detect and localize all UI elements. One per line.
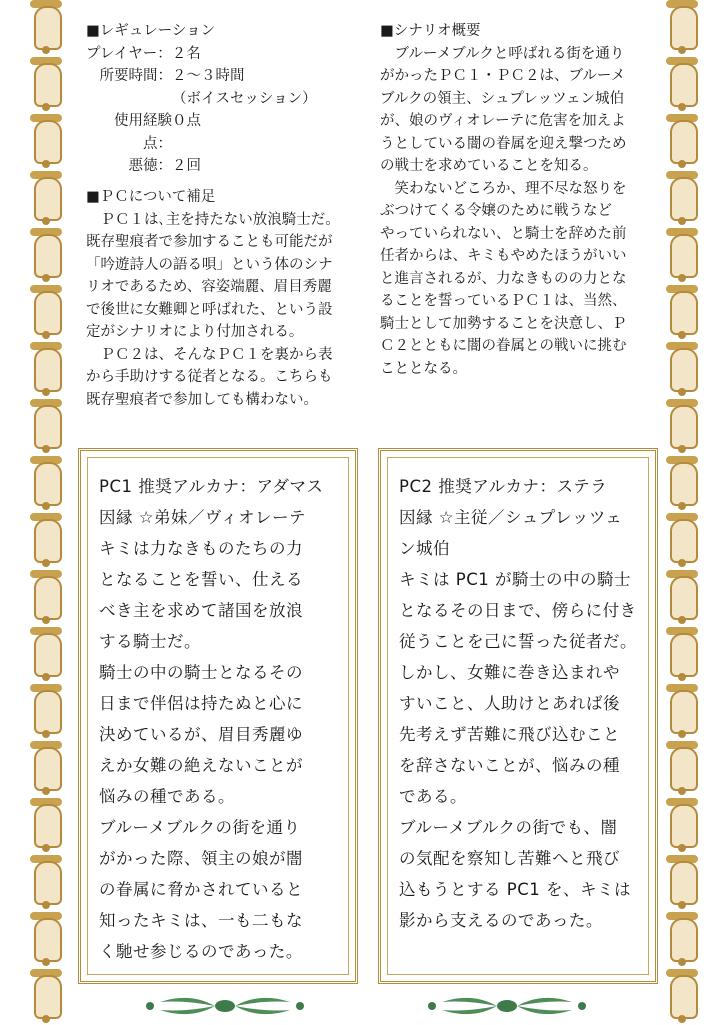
pc1-line: キミは力なきものたちの力 [99,539,303,558]
synopsis-line: Ｃ２とともに闇の眷属との戦いに挑む [380,338,627,354]
scroll-ornament-icon [22,57,70,113]
regulation-label: プレイヤー： [86,45,172,62]
synopsis-line: うとしている闇の眷属を迎え撃つため [380,135,627,152]
synopsis-line: ることを誓っているＰＣ１は、当然、 [380,293,627,309]
regulation-value: ２名 [171,45,201,62]
synopsis-line: やっていられない、と騎士を辞めた前 [380,225,627,242]
regulation-section [86,20,356,178]
regulation-row [86,43,356,66]
right-leaf-ornament [422,992,592,1020]
pc-note-heading: ■ＰＣについて補足 [86,189,216,205]
left-leaf-ornament [140,992,310,1020]
pc1-line: 悩みの種である。 [99,787,235,806]
scroll-ornament-icon [658,171,706,227]
regulation-value: ０点 [172,113,201,129]
scroll-ornament-icon [658,855,706,911]
synopsis-line: ぶつけてくる令嬢のために戦うなど [380,203,612,219]
pc2-line: ブルーメブルクの街でも、闇 [399,818,618,837]
scroll-ornament-icon [22,969,70,1025]
regulation-row [86,65,356,88]
scroll-ornament-icon [658,627,706,683]
pc2-handout-text [399,471,647,936]
pc-note-line: ＰＣ１は､主を持たない放浪騎士だ。 [100,211,340,228]
synopsis-section [380,20,660,380]
scroll-ornament-icon [22,684,70,740]
pc1-line: えか女難の絶えないことが [99,756,303,775]
pc-note-line: リオであるため、容姿端麗、眉目秀麗 [86,279,332,295]
synopsis-line: 笑わないどころか、理不尽な怒りを [394,180,627,197]
pc1-line: する騎士だ。 [99,632,201,651]
pc1-line: 因縁 ☆弟妹／ヴィオレーテ [99,508,307,527]
pc1-line: 知ったキミは、一も二もな [99,911,303,930]
scroll-ornament-icon [22,627,70,683]
scroll-ornament-icon [658,0,706,56]
pc-note-line: 「吟遊詩人の語る唄」という体のシナ [86,256,333,273]
synopsis-line: がかったＰＣ１・ＰＣ２は、ブルーメ [380,68,626,84]
regulation-label: 悪徳： [128,158,172,174]
pc-note-section [86,186,366,411]
scroll-ornament-icon [22,285,70,341]
scroll-ornament-icon [22,456,70,512]
regulation-row [86,155,356,178]
pc1-handout-text [99,471,343,967]
regulation-row [86,110,356,155]
scroll-ornament-icon [658,969,706,1025]
scroll-ornament-icon [658,912,706,968]
regulation-value: ２回 [172,158,201,174]
synopsis-line: と進言されるが、力なきものの力とな [380,270,627,287]
pc1-line: べき主を求めて諸国を放浪 [99,601,303,620]
synopsis-line: 騎士として加勢することを決意し、Ｐ [380,315,627,332]
pc2-line: 因縁 ☆主従／シュプレッツェ [399,508,623,527]
pc2-line: PC2 推奨アルカナ：ステラ [399,477,608,496]
scroll-ornament-icon [22,171,70,227]
synopsis-line: の戦士を求めていることを知る。 [380,158,598,174]
synopsis-line: 任者からは、キミもやめたほうがいい [380,248,627,264]
regulation-heading: ■レギュレーション [86,23,216,39]
pc1-line: ブルーメブルクの街を通り [99,818,301,837]
scroll-ornament-icon [658,399,706,455]
scroll-ornament-icon [22,513,70,569]
pc2-line: 従うことを己に誓った従者だ。 [399,632,637,651]
pc1-line: PC1 推奨アルカナ：アダマス [99,477,324,496]
regulation-label: 所要時間： [99,68,172,84]
synopsis-heading: ■シナリオ概要 [380,23,481,39]
right-ornament-border [658,0,706,1024]
pc2-line: である。 [399,787,467,806]
scroll-ornament-icon [22,0,70,56]
pc2-handout-box [378,448,658,984]
scroll-ornament-icon [658,285,706,341]
pc1-line: 日まで伴侶は持たぬと心に [99,694,303,713]
pc1-line: 決めているが、眉目秀麗ゆ [99,725,303,744]
pc1-handout-box [78,448,358,984]
pc1-line: 騎士の中の騎士となるその [99,663,303,682]
scroll-ornament-icon [22,798,70,854]
pc-note-line: から手助けする従者となる。こちらも [86,369,333,385]
scroll-ornament-icon [658,684,706,740]
pc1-line: がかった際、領主の娘が闇 [99,849,303,868]
pc2-line: しかし、女難に巻き込まれや [399,663,620,682]
pc-note-line: で後世に女難卿と呼ばれた、という設 [86,301,333,318]
pc2-line: キミは PC1 が騎士の中の騎士 [399,570,631,589]
scroll-ornament-icon [658,570,706,626]
scroll-ornament-icon [658,57,706,113]
scroll-ornament-icon [658,798,706,854]
pc1-line: となることを誓い、仕える [99,570,303,589]
regulation-value: （ボイスセッション） [172,90,317,107]
regulation-label: 使用経験点： [114,113,172,152]
pc1-line: く馳せ参じるのであった。 [99,942,303,961]
synopsis-line: こととなる。 [380,360,467,377]
scroll-ornament-icon [22,570,70,626]
scroll-ornament-icon [22,342,70,398]
synopsis-line: ブルーメブルクと呼ばれる街を通り [394,45,625,62]
pc-note-line: ＰＣ２は、そんなＰＣ１を裏から表 [100,346,333,363]
pc-note-line: 既存聖痕者で参加しても構わない。 [86,391,318,408]
scroll-ornament-icon [22,741,70,797]
synopsis-line: が、娘のヴィオレーテに危害を加えよ [380,113,626,129]
synopsis-line: ブルクの領主、シュプレッツェン城伯 [380,90,625,107]
pc2-line: を辞さないことが、悩みの種 [399,756,620,775]
scroll-ornament-icon [658,456,706,512]
pc1-line: の眷属に脅かされていると [99,880,303,899]
pc2-line: となるその日まで、傍らに付き [399,601,637,620]
scroll-ornament-icon [658,342,706,398]
pc2-line: ン城伯 [399,539,450,558]
scroll-ornament-icon [658,513,706,569]
pc-note-line: 既存聖痕者で参加することも可能だが [86,234,333,250]
regulation-row [86,88,356,111]
scroll-ornament-icon [22,855,70,911]
scroll-ornament-icon [22,912,70,968]
pc-note-line: 定がシナリオにより付加される。 [86,324,304,340]
pc2-line: 影から支えるのであった。 [399,911,603,930]
pc2-line: の気配を察知し苦難へと飛び [399,849,620,868]
scroll-ornament-icon [658,741,706,797]
pc2-line: 込もうとする PC1 を、キミは [399,880,631,899]
pc2-line: すいこと、人助けとあれば後 [399,694,620,713]
left-ornament-border [22,0,70,1024]
regulation-label [86,88,172,111]
scroll-ornament-icon [658,228,706,284]
scroll-ornament-icon [22,399,70,455]
pc2-line: 先考えず苦難に飛び込むこと [399,725,620,744]
scroll-ornament-icon [658,114,706,170]
regulation-value: ２〜３時間 [172,68,245,84]
scroll-ornament-icon [22,228,70,284]
scroll-ornament-icon [22,114,70,170]
